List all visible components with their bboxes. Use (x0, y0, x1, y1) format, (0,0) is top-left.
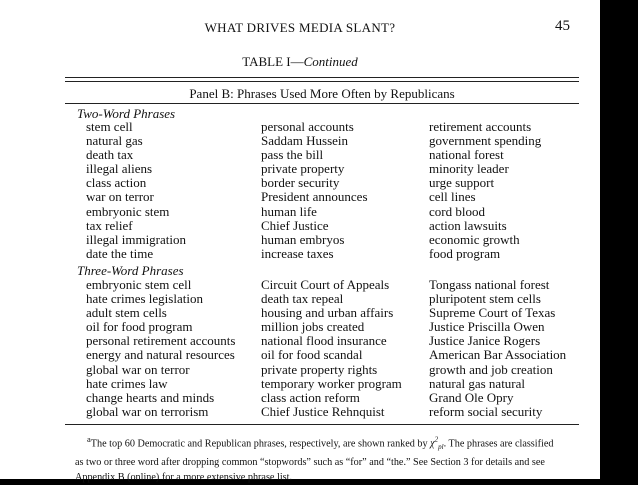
phrase-cell: global war on terrorism (86, 403, 209, 419)
phrase-cell: retirement accounts (429, 119, 532, 134)
phrase-cell: global war on terror (86, 361, 190, 377)
chi-symbol (430, 436, 444, 452)
phrase-cell: Chief Justice (261, 217, 329, 233)
phrase-cell: government spending (429, 133, 542, 149)
phrase-cell: million jobs created (261, 319, 365, 335)
table-top-rule (65, 77, 579, 82)
phrase-cell: illegal immigration (86, 231, 187, 247)
phrase-cell: temporary worker program (261, 375, 402, 391)
phrase-cell: pluripotent stem cells (429, 291, 541, 307)
three-word-col1 (86, 278, 235, 419)
chi-letter: χ (430, 438, 435, 450)
phrase-cell: Grand Ole Opry (429, 389, 514, 405)
three-word-col2 (261, 278, 402, 419)
phrase-cell: energy and natural resources (86, 347, 235, 363)
phrase-cell: hate crimes legislation (86, 291, 203, 307)
phrase-cell: personal accounts (261, 119, 354, 134)
phrase-cell: class action reform (261, 389, 360, 405)
phrase-cell: American Bar Association (429, 347, 567, 363)
table-title-continued: Continued (303, 54, 358, 69)
phrase-cell: reform social security (429, 403, 543, 419)
phrase-cell: date the time (86, 245, 154, 261)
phrase-cell: human life (261, 203, 317, 219)
phrase-cell: action lawsuits (429, 217, 507, 233)
phrase-cell: oil for food scandal (261, 347, 363, 363)
table-title-main: TABLE I— (242, 54, 304, 69)
phrase-cell: growth and job creation (429, 361, 553, 377)
footnote-line-3: Appendix B (online) for a more extensive phrase list. (75, 472, 292, 484)
phrase-cell: hate crimes law (86, 375, 168, 391)
phrase-cell: death tax repeal (261, 291, 344, 307)
three-word-heading: Three-Word Phrases (77, 263, 184, 278)
panel-title: Panel B: Phrases Used More Often by Republicans (189, 86, 455, 101)
phrase-cell: Tongass national forest (429, 277, 550, 292)
footnote-text-b: . The phrases are classified (443, 438, 554, 450)
phrase-cell: national flood insurance (261, 333, 387, 349)
phrase-cell: Justice Priscilla Owen (429, 319, 545, 335)
running-title: WHAT DRIVES MEDIA SLANT? (204, 20, 396, 35)
phrase-cell: change hearts and minds (86, 389, 215, 405)
phrase-cell: personal retirement accounts (86, 333, 236, 349)
phrase-cell: Chief Justice Rehnquist (261, 403, 385, 419)
phrase-cell: natural gas natural (429, 375, 526, 391)
footnote-line-2: as two or three word after dropping common “stopwords” such as “for” and “the.” See Section 3 for details and see (75, 457, 545, 469)
phrase-cell: private property rights (261, 361, 378, 377)
phrase-cell: national forest (429, 147, 504, 163)
phrase-cell: war on terror (86, 189, 154, 205)
phrase-cell: President announces (261, 189, 368, 205)
phrase-cell: food program (429, 245, 501, 261)
table-title (0, 54, 600, 70)
phrase-cell: embryonic stem cell (86, 277, 192, 292)
footnote-text-a: The top 60 Democratic and Republican phrases, respectively, are shown ranked by (90, 438, 431, 450)
phrase-cell: housing and urban affairs (261, 305, 394, 321)
phrase-cell: cell lines (429, 189, 476, 205)
phrase-cell: oil for food program (86, 319, 193, 335)
phrase-cell: cord blood (429, 203, 485, 219)
phrase-cell: minority leader (429, 161, 509, 177)
phrase-cell: private property (261, 161, 345, 177)
phrase-cell: human embryos (261, 231, 345, 247)
phrase-cell: economic growth (429, 231, 520, 247)
page-number: 45 (555, 18, 570, 34)
phrase-cell: Circuit Court of Appeals (261, 277, 390, 292)
table-footnote (75, 432, 575, 485)
phrase-cell: Saddam Hussein (261, 133, 349, 149)
phrase-cell: increase taxes (261, 245, 334, 261)
phrase-cell: death tax (86, 147, 134, 163)
phrase-cell: pass the bill (261, 147, 324, 163)
chi-sub: pl (438, 443, 444, 452)
panel-rule (65, 103, 579, 104)
three-word-col3 (429, 278, 566, 419)
two-word-heading: Two-Word Phrases (77, 106, 176, 121)
phrase-cell: Justice Janice Rogers (429, 333, 541, 349)
footnote-marker: a (87, 434, 91, 444)
two-word-col3 (429, 120, 541, 261)
phrase-cell: stem cell (86, 119, 133, 134)
phrase-cell: adult stem cells (86, 305, 167, 321)
phrase-cell: natural gas (86, 133, 143, 149)
phrase-cell: border security (261, 175, 340, 191)
table-bottom-rule (65, 424, 579, 425)
phrase-cell: urge support (429, 175, 495, 191)
phrase-cell: embryonic stem (86, 203, 170, 219)
two-word-col1 (86, 120, 186, 261)
phrase-cell: illegal aliens (86, 161, 153, 177)
phrase-cell: class action (86, 175, 147, 191)
footnote-line-1 (75, 432, 575, 455)
chi-sup: 2 (434, 436, 439, 444)
phrase-cell: Supreme Court of Texas (429, 305, 556, 321)
phrase-cell: tax relief (86, 217, 133, 233)
two-word-col2 (261, 120, 368, 261)
